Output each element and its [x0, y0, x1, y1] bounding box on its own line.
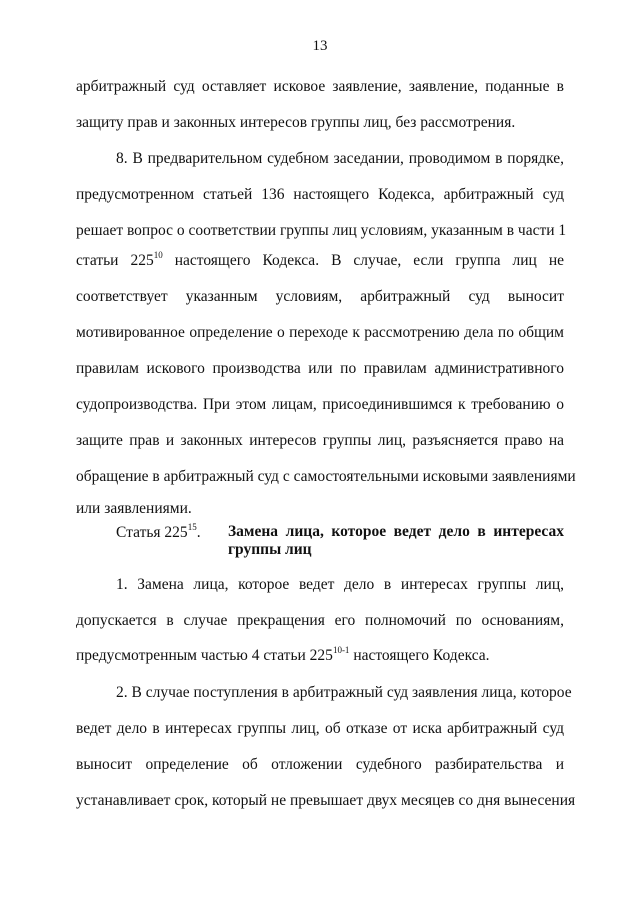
paragraph-line — [76, 251, 564, 271]
paragraph-line: 1. Замена лица, которое ведет дело в интересах группы лиц, — [116, 576, 564, 593]
paragraph-line: ведет дело в интересах группы лиц, об отказе от иска арбитражный суд — [76, 720, 564, 737]
article-title-line: группы лиц — [228, 541, 312, 558]
paragraph-line: мотивированное определение о переходе к рассмотрению дела по общим — [76, 324, 564, 341]
text-fragment: предусмотренным частью 4 статьи 225 — [76, 647, 333, 664]
superscript: 15 — [187, 521, 197, 532]
paragraph-line: или заявлениями. — [76, 500, 192, 517]
paragraph-line: защите прав и законных интересов группы лиц, разъясняется право на — [76, 432, 564, 449]
text-fragment: настоящего Кодекса. В случае, если группа лиц не — [162, 252, 564, 269]
paragraph-line: правилам искового производства или по правилам административного — [76, 360, 564, 377]
text-fragment: статьи 225 — [76, 252, 154, 269]
text-fragment: настоящего Кодекса. — [349, 647, 490, 664]
paragraph-line: 2. В случае поступления в арбитражный суд заявления лица, которое — [116, 684, 572, 701]
paragraph-line: защиту прав и законных интересов группы лиц, без рассмотрения. — [76, 114, 516, 131]
page-number: 13 — [312, 38, 328, 54]
paragraph-line: выносит определение об отложении судебного разбирательства и — [76, 756, 564, 773]
article-number — [116, 523, 201, 543]
paragraph-line: соответствует указанным условиям, арбитражный суд выносит — [76, 288, 564, 305]
paragraph-line: допускается в случае прекращения его полномочий по основаниям, — [76, 612, 564, 629]
paragraph-line: предусмотренном статьей 136 настоящего Кодекса, арбитражный суд — [76, 186, 564, 203]
superscript: 10 — [153, 249, 163, 260]
paragraph-line: устанавливает срок, который не превышает двух месяцев со дня вынесения — [76, 792, 576, 809]
paragraph-line: обращение в арбитражный суд с самостоятельными исковыми заявлениями — [76, 468, 576, 485]
article-title — [228, 523, 564, 559]
paragraph-line: решает вопрос о соответствии группы лиц условиям, указанным в части 1 — [76, 222, 567, 239]
paragraph-line: судопроизводства. При этом лицам, присоединившимся к требованию о — [76, 396, 564, 413]
superscript: 10-1 — [332, 644, 350, 655]
paragraph-line: 8. В предварительном судебном заседании, проводимом в порядке, — [116, 150, 564, 167]
paragraph-line — [76, 646, 564, 666]
text-fragment: Статья 225 — [116, 524, 188, 541]
article-title-line: Замена лица, которое ведет дело в интересах — [228, 523, 564, 540]
text-fragment: . — [196, 524, 201, 541]
paragraph-line: арбитражный суд оставляет исковое заявление, заявление, поданные в — [76, 78, 564, 95]
